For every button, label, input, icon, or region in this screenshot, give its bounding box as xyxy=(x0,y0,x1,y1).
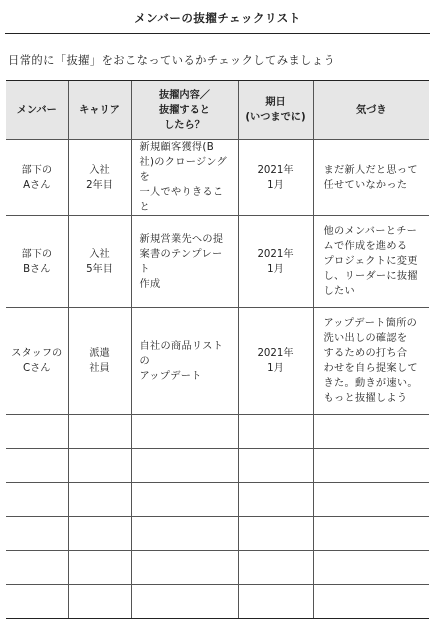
empty-cell xyxy=(238,415,313,449)
table-row xyxy=(6,140,429,216)
cell-line: 自社の商品リストの xyxy=(139,340,224,367)
empty-row xyxy=(6,483,429,517)
cell-member xyxy=(6,140,68,216)
empty-cell xyxy=(6,585,68,619)
cell-line: 社)のクロージングを xyxy=(139,157,228,183)
empty-cell xyxy=(313,449,429,483)
cell-line: 2021年 xyxy=(257,348,294,359)
empty-cell xyxy=(313,483,429,517)
cell-line: 2年目 xyxy=(86,179,113,191)
header-row xyxy=(6,81,429,140)
cell-date xyxy=(238,140,313,216)
empty-cell xyxy=(313,517,429,551)
empty-cell xyxy=(238,483,313,517)
cell-line: プロジェクトに変更 xyxy=(323,256,418,267)
empty-row xyxy=(6,551,429,585)
empty-cell xyxy=(68,517,131,551)
empty-row xyxy=(6,415,429,449)
cell-line: もっと抜擢しよう xyxy=(323,393,408,404)
empty-cell xyxy=(131,415,238,449)
cell-line: 1月 xyxy=(267,179,284,191)
empty-cell xyxy=(313,415,429,449)
cell-line: 5年目 xyxy=(86,263,113,275)
cell-career xyxy=(68,140,131,216)
cell-line: 1月 xyxy=(267,363,284,374)
empty-cell xyxy=(313,585,429,619)
cell-line: 他のメンバーとチー xyxy=(323,226,418,237)
header-member: メンバー xyxy=(6,81,68,140)
header-content-line: したら？ xyxy=(164,119,205,131)
empty-row xyxy=(6,449,429,483)
cell-line: 部下の xyxy=(21,164,53,176)
table-row xyxy=(6,216,429,308)
empty-cell xyxy=(68,585,131,619)
cell-line: 洗い出しの確認を xyxy=(323,333,408,344)
cell-line: 入社 xyxy=(89,164,110,176)
instruction-text: 日常的に「抜擢」をおこなっているかチェックしてみましょう xyxy=(8,54,336,67)
empty-cell xyxy=(68,483,131,517)
empty-cell xyxy=(131,517,238,551)
empty-cell xyxy=(131,551,238,585)
cell-line: アップデート xyxy=(139,370,202,382)
cell-line: 新規営業先への提 xyxy=(139,233,224,245)
cell-line: Bさん xyxy=(23,263,51,275)
header-content-line: 抜擢内容／ xyxy=(159,89,210,101)
empty-cell xyxy=(6,483,68,517)
cell-content xyxy=(131,216,238,308)
cell-line: わせを自ら提案して xyxy=(323,363,418,374)
cell-line: 2021年 xyxy=(257,248,294,260)
cell-line: 部下の xyxy=(21,248,53,260)
cell-line: ムで作成を進める xyxy=(323,241,408,252)
cell-line: し、リーダーに抜擢 xyxy=(323,271,418,282)
empty-cell xyxy=(131,585,238,619)
cell-date xyxy=(238,216,313,308)
cell-notice xyxy=(313,140,429,216)
cell-line: Cさん xyxy=(23,363,51,374)
empty-cell xyxy=(238,449,313,483)
empty-cell xyxy=(238,517,313,551)
cell-line: 一人でやりきること xyxy=(139,187,224,213)
empty-cell xyxy=(6,415,68,449)
empty-cell xyxy=(238,585,313,619)
cell-line: まだ新人だと思って xyxy=(323,164,418,176)
cell-line: 作成 xyxy=(139,278,161,290)
empty-cell xyxy=(313,551,429,585)
cell-line: アップデート箇所の xyxy=(323,318,418,329)
header-date-line: 期日 xyxy=(265,97,286,108)
cell-line: 社員 xyxy=(89,363,110,374)
cell-line: 案書のテンプレート xyxy=(139,248,223,275)
cell-content xyxy=(131,308,238,415)
page-title: メンバーの抜擢チェックリスト xyxy=(134,11,301,25)
cell-line: 新規顧客獲得(B xyxy=(139,142,214,153)
empty-cell xyxy=(68,415,131,449)
title-divider xyxy=(5,33,430,34)
cell-line: 任せていなかった xyxy=(323,179,408,191)
cell-career xyxy=(68,216,131,308)
empty-cell xyxy=(6,449,68,483)
empty-cell xyxy=(131,483,238,517)
checklist-table xyxy=(6,80,429,619)
cell-line: 2021年 xyxy=(257,164,294,176)
empty-cell xyxy=(68,551,131,585)
cell-line: スタッフの xyxy=(11,348,63,359)
cell-line: 派遣 xyxy=(89,348,110,359)
cell-content xyxy=(131,140,238,216)
header-date xyxy=(238,81,313,140)
cell-line: 1月 xyxy=(267,263,284,275)
cell-line: 入社 xyxy=(89,248,110,260)
empty-cell xyxy=(6,551,68,585)
empty-cell xyxy=(238,551,313,585)
cell-career xyxy=(68,308,131,415)
cell-member xyxy=(6,308,68,415)
header-content xyxy=(131,81,238,140)
cell-line: きた。動きが速い。 xyxy=(323,378,418,389)
cell-member xyxy=(6,216,68,308)
empty-row xyxy=(6,585,429,619)
empty-row xyxy=(6,517,429,551)
header-notice: 気づき xyxy=(313,81,429,140)
empty-cell xyxy=(131,449,238,483)
cell-line: Aさん xyxy=(23,179,51,191)
cell-line: するための打ち合 xyxy=(323,348,408,359)
header-career: キャリア xyxy=(68,81,131,140)
cell-notice xyxy=(313,308,429,415)
empty-cell xyxy=(6,517,68,551)
cell-line: したい xyxy=(323,286,355,297)
header-content-line: 抜擢すると xyxy=(159,104,210,116)
header-date-line: (いつまでに) xyxy=(245,112,306,123)
empty-cell xyxy=(68,449,131,483)
cell-date xyxy=(238,308,313,415)
cell-notice xyxy=(313,216,429,308)
table-row xyxy=(6,308,429,415)
